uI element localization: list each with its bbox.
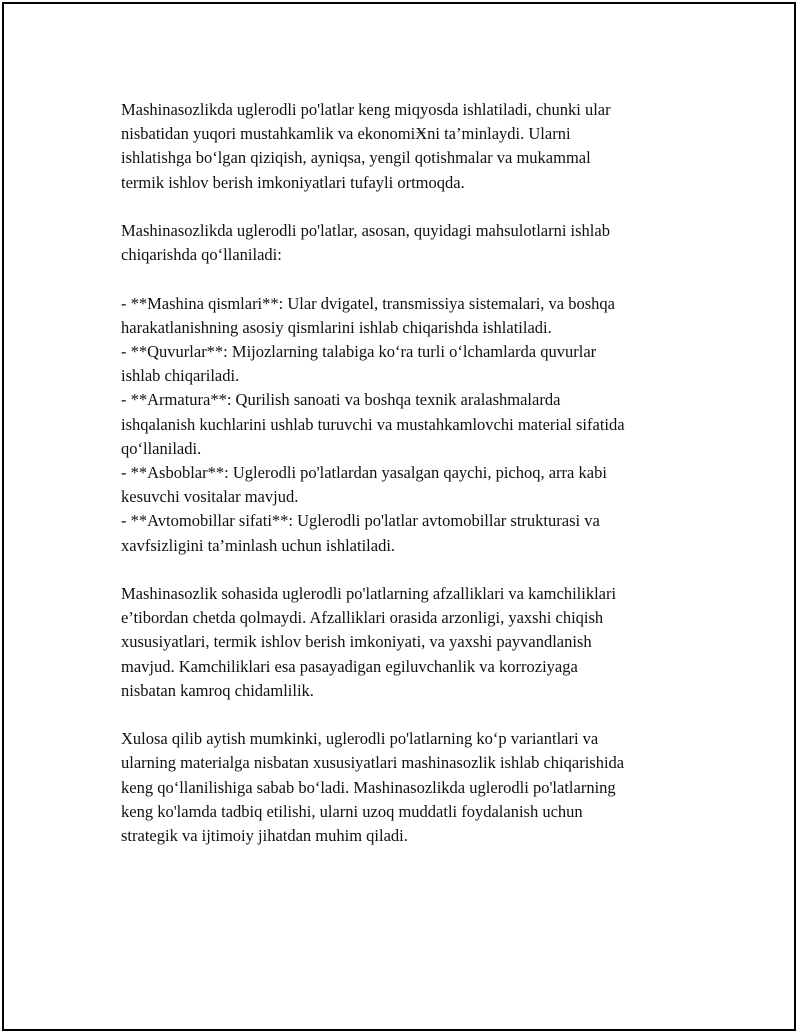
list-item-line: kesuvchi vositalar mavjud. bbox=[121, 487, 299, 507]
page-border bbox=[2, 2, 796, 1031]
list-item-line: - **Asboblar**: Uglerodli po'latlardan yasalgan qaychi, pichoq, arra kabi bbox=[121, 463, 607, 483]
paragraph-intro bbox=[121, 98, 693, 195]
list-item-line: ishlab chiqariladi. bbox=[121, 366, 240, 386]
list-item-line: ishqalanish kuchlarini ushlab turuvchi va mustahkamlovchi material sifatida bbox=[121, 414, 625, 434]
text-line: Xulosa qilib aytish mumkinki, uglerodli po'latlarning ko‘p variantlari va bbox=[121, 729, 599, 749]
text-line: Mashinasozlik sohasida uglerodli po'latlarning afzalliklari va kamchiliklari bbox=[121, 584, 617, 604]
list-item-line: - **Quvurlar**: Mijozlarning talabiga ko‘ra turli o‘lchamlarda quvurlar bbox=[121, 342, 597, 361]
text-line: keng ko'lamda tadbiq etilishi, ularni uzoq muddatli foydalanish uchun bbox=[121, 801, 583, 821]
text-line: mavjud. Kamchiliklari esa pasayadigan egiluvchanlik va korroziyaga bbox=[121, 656, 578, 676]
text-line: xususiyatlari, termik ishlov berish imkoniyati, va yaxshi payvandlanish bbox=[121, 632, 592, 652]
paragraph-gap bbox=[121, 267, 693, 291]
list-item-line: qo‘llaniladi. bbox=[121, 438, 202, 458]
list-item-line: harakatlanishning asosiy qismlarini ishlab chiqarishda ishlatiladi. bbox=[121, 317, 552, 337]
product-list bbox=[121, 292, 693, 558]
paragraph-usage-intro bbox=[121, 219, 693, 267]
text-line: termik ishlov berish imkoniyatlari tufayli ortmoqda. bbox=[121, 172, 465, 192]
paragraph-gap bbox=[121, 558, 693, 582]
paragraph-gap bbox=[121, 703, 693, 727]
text-line: Mashinasozlikda uglerodli po'latlar keng miqyosda ishlatiladi, chunki ular bbox=[121, 100, 611, 119]
text-line: chiqarishda qo‘llaniladi: bbox=[121, 245, 282, 265]
text-line: e’tibordan chetda qolmaydi. Afzalliklari orasida arzonligi, yaxshi chiqish bbox=[121, 608, 604, 628]
text-line: ularning materialga nisbatan xususiyatlari mashinasozlik ishlab chiqarishida bbox=[121, 753, 625, 773]
paragraph-conclusion bbox=[121, 727, 693, 848]
list-item-line: - **Avtomobillar sifati**: Uglerodli po'latlar avtomobillar strukturasi va bbox=[121, 511, 600, 531]
text-line: nisbatan kamroq chidamlilik. bbox=[121, 680, 314, 700]
list-item-line: - **Mashina qismlari**: Ular dvigatel, transmissiya sistemalari, va boshqa bbox=[121, 293, 615, 313]
paragraph-pros-cons bbox=[121, 582, 693, 703]
list-item-line: - **Armatura**: Qurilish sanoati va boshqa texnik aralashmalarda bbox=[121, 390, 561, 410]
text-line: strategik va ijtimoiy jihatdan muhim qiladi. bbox=[121, 826, 408, 846]
document-body bbox=[121, 98, 693, 848]
text-line: nisbatidan yuqori mustahkamlik va ekonomiӾni ta’minlaydi. Ularni bbox=[121, 124, 571, 144]
text-line: Mashinasozlikda uglerodli po'latlar, asosan, quyidagi mahsulotlarni ishlab bbox=[121, 221, 610, 240]
list-item-line: xavfsizligini ta’minlash uchun ishlatiladi. bbox=[121, 535, 396, 555]
text-line: keng qo‘llanilishiga sabab bo‘ladi. Mashinasozlikda uglerodli po'latlarning bbox=[121, 777, 616, 797]
paragraph-gap bbox=[121, 195, 693, 219]
text-line: ishlatishga bo‘lgan qiziqish, ayniqsa, yengil qotishmalar va mukammal bbox=[121, 148, 591, 168]
